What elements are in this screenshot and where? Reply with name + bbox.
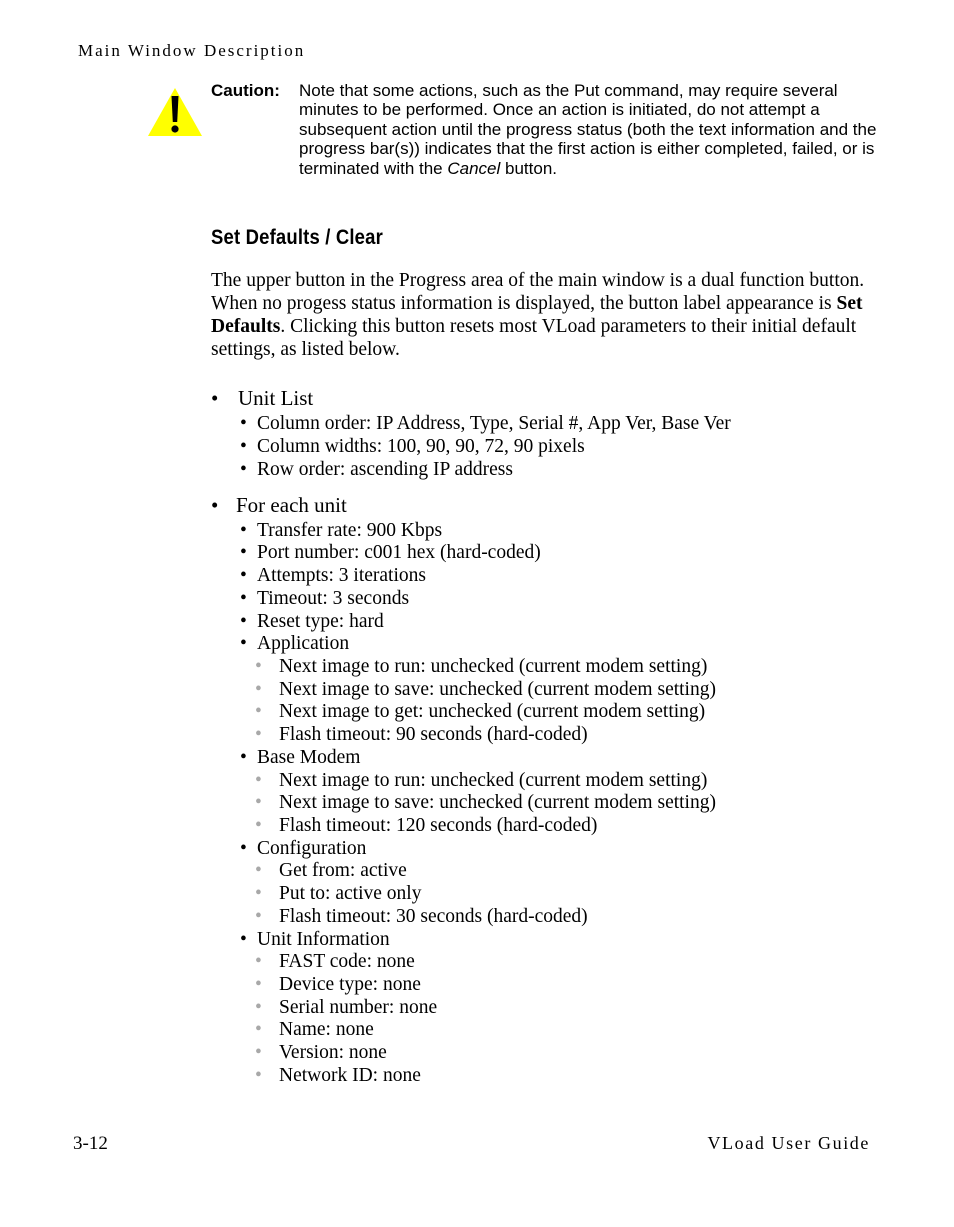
bullet-icon: • xyxy=(255,951,262,972)
bullet-icon: • xyxy=(255,906,262,927)
caution-text xyxy=(299,81,879,178)
list-item-label: Name: none xyxy=(279,1019,374,1040)
bullet-icon: • xyxy=(240,565,247,586)
bullet-icon: • xyxy=(255,724,262,745)
list-item-label: Application xyxy=(257,633,350,654)
running-header: Main Window Description xyxy=(78,41,306,60)
bullet-icon: • xyxy=(255,770,262,791)
bullet-icon: • xyxy=(255,815,262,836)
list-item-label: Flash timeout: 90 seconds (hard-coded) xyxy=(279,724,588,745)
bullet-icon: • xyxy=(240,520,247,541)
list-item-label: FAST code: none xyxy=(279,951,415,972)
list-item-label: Unit Information xyxy=(257,929,390,950)
bullet-icon: • xyxy=(240,929,247,950)
bullet-icon: • xyxy=(255,679,262,700)
bullet-icon: • xyxy=(211,386,219,410)
list-item-label: Next image to run: unchecked (current modem setting) xyxy=(279,770,708,791)
guide-title: VLoad User Guide xyxy=(707,1133,870,1153)
bullet-icon: • xyxy=(255,997,262,1018)
caution-label: Caution: xyxy=(211,81,280,100)
list-item-label: For each unit xyxy=(236,493,347,517)
list-item-label: Reset type: hard xyxy=(257,611,384,632)
bullet-icon: • xyxy=(255,974,262,995)
list-item-label: Base Modem xyxy=(257,747,361,768)
bullet-icon: • xyxy=(255,1042,262,1063)
warning-triangle-icon xyxy=(146,86,204,138)
list-item-label: Next image to save: unchecked (current modem setting) xyxy=(279,792,716,813)
bullet-icon: • xyxy=(240,611,247,632)
bullet-icon: • xyxy=(240,747,247,768)
caution-text-main: Note that some actions, such as the Put command, may require several minutes to be performed. Once an action is initiated, do not attempt a subsequent action until the progress status (both the text information and the progress bar(s)) indicates that the first action is either completed, failed, or is terminated with the xyxy=(299,81,877,178)
bullet-icon: • xyxy=(240,413,247,434)
bullet-icon: • xyxy=(211,493,219,517)
list-item-label: Transfer rate: 900 Kbps xyxy=(257,520,443,541)
intro-paragraph xyxy=(211,269,876,361)
list-item-label: Attempts: 3 iterations xyxy=(257,565,426,586)
list-item-label: Configuration xyxy=(257,838,367,859)
bullet-icon: • xyxy=(240,588,247,609)
intro-text: The upper button in the Progress area of the main window is a dual function button. When no progess status information is displayed, the button label appearance is xyxy=(211,270,865,314)
page-number: 3-12 xyxy=(73,1133,108,1154)
list-item-label: Put to: active only xyxy=(279,883,422,904)
list-item-label: Next image to save: unchecked (current modem setting) xyxy=(279,679,716,700)
list-item-label: Version: none xyxy=(279,1042,387,1063)
bullet-icon: • xyxy=(255,860,262,881)
bullet-icon: • xyxy=(240,838,247,859)
list-item-label: Flash timeout: 30 seconds (hard-coded) xyxy=(279,906,588,927)
bullet-icon: • xyxy=(255,883,262,904)
list-item-label: Flash timeout: 120 seconds (hard-coded) xyxy=(279,815,598,836)
list-item-label: Next image to get: unchecked (current modem setting) xyxy=(279,701,706,722)
set-defaults-label: Set Defaults xyxy=(211,293,863,337)
list-item-label: Get from: active xyxy=(279,860,407,881)
bullet-icon: • xyxy=(240,633,247,654)
bullet-icon: • xyxy=(255,1019,262,1040)
list-item-label: Timeout: 3 seconds xyxy=(257,588,410,609)
bullet-icon: • xyxy=(255,701,262,722)
list-item-label: Next image to run: unchecked (current modem setting) xyxy=(279,656,708,677)
list-item-label: Unit List xyxy=(238,386,314,410)
list-item-label: Device type: none xyxy=(279,974,421,995)
bullet-icon: • xyxy=(255,792,262,813)
bullet-icon: • xyxy=(240,542,247,563)
section-heading: Set Defaults / Clear xyxy=(211,226,383,249)
list-item-label: Column order: IP Address, Type, Serial #, App Ver, Base Ver xyxy=(257,413,731,434)
list-item-label: Column widths: 100, 90, 90, 72, 90 pixels xyxy=(257,436,585,457)
bullet-icon: • xyxy=(240,459,247,480)
list-item-label: Network ID: none xyxy=(279,1065,421,1086)
bullet-icon: • xyxy=(255,656,262,677)
list-item-label: Port number: c001 hex (hard-coded) xyxy=(257,542,541,563)
list-item-label: Row order: ascending IP address xyxy=(257,459,513,480)
bullet-icon: • xyxy=(255,1065,262,1086)
bullet-icon: • xyxy=(240,436,247,457)
list-item-label: Serial number: none xyxy=(279,997,438,1018)
intro-text-end: . Clicking this button resets most VLoad parameters to their initial default settings, as listed below. xyxy=(211,316,857,360)
cancel-button-reference: Cancel xyxy=(447,158,501,178)
caution-text-end: button. xyxy=(500,158,557,178)
